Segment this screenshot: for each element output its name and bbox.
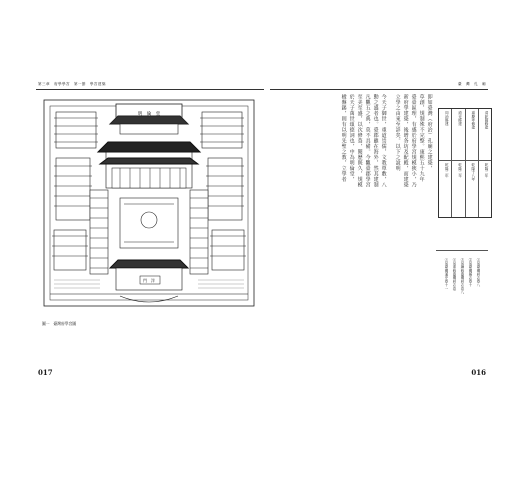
body-text-column: 臺臺區理，有感於府學宮規模狹小，乃: [410, 94, 417, 188]
body-text-column: 楹盤錫，則有以明先聖之教，立學者: [340, 94, 347, 182]
table-header-cell: 清乾隆修建: [479, 109, 491, 161]
body-text-column: 動之盛者也。臺郡雖在海外，然其建制: [372, 94, 379, 188]
table-cell: 乾隆二年: [445, 162, 450, 178]
footnote-rule: [436, 250, 488, 251]
running-head-left: 第三章 府學學宮 第一節 學宮建築: [38, 82, 106, 86]
table-column: [451, 109, 464, 217]
central-courtyard: [120, 198, 178, 248]
running-head-rule: [270, 89, 488, 90]
body-text-column: 新府學建築，後增各坊及配殿，而建築: [402, 94, 409, 188]
central-temple: [98, 142, 200, 188]
table-header-cell: 嘉慶年修建: [466, 109, 478, 161]
table-header-cell: 同治修建: [439, 109, 451, 161]
table-cell: 乾隆十八年: [471, 162, 476, 181]
main-hall: [110, 104, 188, 134]
gate-plaque-label: 門 泮: [143, 278, 155, 283]
table-header-cell: 道光修建: [452, 109, 464, 161]
data-table: [438, 108, 492, 218]
body-text-column: 草創，規制殊不完整。康熙五十九年: [418, 94, 425, 182]
body-text-column: 凡觀五之典，莫不具備。今觀臺郡學宮: [364, 94, 371, 188]
page-number-right: 016: [471, 368, 486, 377]
footnote: ⑤見臺灣通史卷十一: [444, 258, 448, 291]
running-head-rule: [36, 89, 264, 90]
temple-plan-figure: [40, 94, 258, 312]
left-page: [36, 82, 264, 378]
body-text-column: 立學之由來至詳矣。以下之說明: [394, 94, 401, 171]
footnote: ④見重修臺灣府志卷: [452, 258, 456, 291]
body-text-column: 至美至盛，以次修葺，閱歷既久，規模: [356, 94, 363, 188]
footnote: ③見續修臺灣府志卷八: [460, 258, 464, 294]
figure-caption: 圖一 臺灣府學宮圖: [42, 321, 77, 326]
footnote: ②見臺灣縣志卷十: [468, 258, 472, 287]
running-head-right: 臺 灣 孔 廟: [458, 82, 486, 86]
table-cell: 乾隆二年: [458, 162, 463, 178]
page-number-left: 017: [38, 368, 53, 377]
footnote: ①見臺灣府志卷八: [476, 258, 480, 287]
right-page: [270, 82, 488, 378]
body-text-column: 即如臺灣（府治）孔廟之建築，: [426, 94, 433, 171]
body-text-column: 今天子御世，重道崇儒，文教覃敷，八: [380, 94, 387, 188]
table-cell: 乾隆二年: [485, 162, 489, 178]
table-column: [465, 109, 478, 217]
table-column: [478, 109, 491, 217]
body-text-column: 於天子萬世頌德詞也，中為明倫堂，: [348, 94, 355, 182]
hall-plaque-label: 明 倫 堂: [137, 112, 161, 117]
table-column: [439, 109, 451, 217]
